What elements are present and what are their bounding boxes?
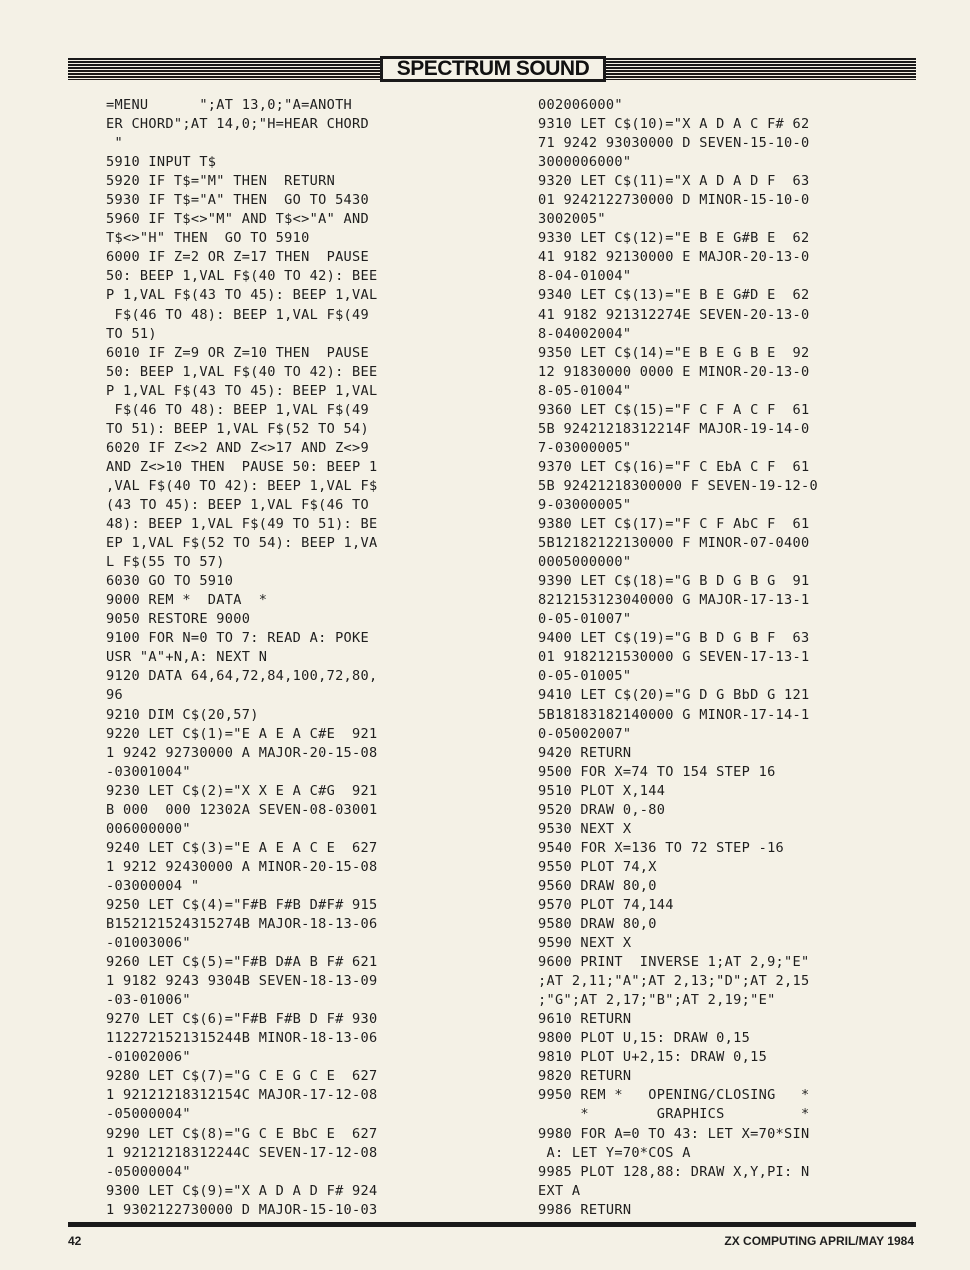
code-line: 0-05002007" [538,725,632,742]
listing-left-column [106,96,378,1220]
code-line: 48): BEEP 1,VAL F$(49 TO 51): BE [106,516,378,533]
code-line: 1 92121218312154C MAJOR-17-12-08 [106,1087,378,1104]
code-line: 9820 RETURN [538,1068,632,1085]
code-line: 9950 REM * OPENING/CLOSING * [538,1087,810,1104]
code-line: 9580 DRAW 80,0 [538,916,657,933]
code-line: 7-03000005" [538,439,632,456]
code-line: 9520 DRAW 0,-80 [538,801,666,818]
code-line: 0-05-01007" [538,611,632,628]
code-line: -05000004" [106,1106,191,1123]
code-line: F$(46 TO 48): BEEP 1,VAL F$(49 [106,401,370,418]
code-line: P 1,VAL F$(43 TO 45): BEEP 1,VAL [106,382,378,399]
code-line: USR "A"+N,A: NEXT N [106,649,268,666]
code-line: 5B 92421218300000 F SEVEN-19-12-0 [538,477,818,494]
code-line: 8212153123040000 G MAJOR-17-13-1 [538,592,810,609]
code-line: 6030 GO TO 5910 [106,573,234,590]
code-line: 1122721521315244B MINOR-18-13-06 [106,1030,378,1047]
code-line: L F$(55 TO 57) [106,554,225,571]
code-line: 3000006000" [538,154,632,171]
code-line: A: LET Y=70*COS A [538,1144,691,1161]
code-line: 9250 LET C$(4)="F#B F#B D#F# 915 [106,896,378,913]
code-line: ,VAL F$(40 TO 42): BEEP 1,VAL F$ [106,477,378,494]
code-line: -03-01006" [106,992,191,1009]
code-line: 6010 IF Z=9 OR Z=10 THEN PAUSE [106,344,370,361]
code-line: ;AT 2,11;"A";AT 2,13;"D";AT 2,15 [538,973,810,990]
code-line: 9540 FOR X=136 TO 72 STEP -16 [538,839,785,856]
code-line: 1 9302122730000 D MAJOR-15-10-03 [106,1201,378,1218]
code-line: 9120 DATA 64,64,72,84,100,72,80, [106,668,378,685]
code-line: 9230 LET C$(2)="X X E A C#G 921 [106,782,378,799]
code-line: 9590 NEXT X [538,935,632,952]
code-line: 9-03000005" [538,496,632,513]
code-line: 9320 LET C$(11)="X A D A D F 63 [538,173,810,190]
code-line: -01003006" [106,935,191,952]
code-line: 9400 LET C$(19)="G B D G B F 63 [538,630,810,647]
code-line: 9240 LET C$(3)="E A E A C E 627 [106,839,378,856]
code-line: 8-05-01004" [538,382,632,399]
code-line: EP 1,VAL F$(52 TO 54): BEEP 1,VA [106,535,378,552]
code-line: 50: BEEP 1,VAL F$(40 TO 42): BEE [106,268,378,285]
code-line: ;"G";AT 2,17;"B";AT 2,19;"E" [538,992,776,1009]
code-line: 12 91830000 0000 E MINOR-20-13-0 [538,363,810,380]
code-line: 5B12182122130000 F MINOR-07-0400 [538,535,810,552]
code-line: 9100 FOR N=0 TO 7: READ A: POKE [106,630,370,647]
code-line: 002006000" [538,97,623,113]
code-line: 1 9212 92430000 A MINOR-20-15-08 [106,858,378,875]
code-line: 3002005" [538,211,606,228]
page-number: 42 [68,1234,82,1248]
code-line: 8-04-01004" [538,268,632,285]
code-line: 9210 DIM C$(20,57) [106,706,259,723]
code-line: 9330 LET C$(12)="E B E G#B E 62 [538,230,810,247]
code-line: 96 [106,687,123,704]
code-line: 9260 LET C$(5)="F#B D#A B F# 621 [106,954,378,971]
code-line: 9220 LET C$(1)="E A E A C#E 921 [106,725,378,742]
code-line: TO 51): BEEP 1,VAL F$(52 TO 54) [106,420,370,437]
code-line: 9985 PLOT 128,88: DRAW X,Y,PI: N [538,1163,810,1180]
code-line: -05000004" [106,1163,191,1180]
code-line: 9360 LET C$(15)="F C F A C F 61 [538,401,810,418]
code-line: * GRAPHICS * [538,1106,810,1123]
code-line: 5B 92421218312214F MAJOR-19-14-0 [538,420,810,437]
code-line: 9610 RETURN [538,1011,632,1028]
magazine-issue: ZX COMPUTING APRIL/MAY 1984 [724,1234,914,1248]
code-line: 9510 PLOT X,144 [538,782,666,799]
code-line: =MENU ";AT 13,0;"A=ANOTH [106,97,353,113]
code-line: 41 9182 921312274E SEVEN-20-13-0 [538,306,810,323]
code-line: 1 92121218312244C SEVEN-17-12-08 [106,1144,378,1161]
code-line: 50: BEEP 1,VAL F$(40 TO 42): BEE [106,363,378,380]
section-title-box [380,56,606,82]
code-line: 6000 IF Z=2 OR Z=17 THEN PAUSE [106,249,370,266]
code-line: F$(46 TO 48): BEEP 1,VAL F$(49 [106,306,370,323]
code-line: 01 9242122730000 D MINOR-15-10-0 [538,192,810,209]
code-line: 9570 PLOT 74,144 [538,896,674,913]
code-line: TO 51) [106,325,157,342]
code-line: 9290 LET C$(8)="G C E BbC E 627 [106,1125,378,1142]
code-line: 9280 LET C$(7)="G C E G C E 627 [106,1068,378,1085]
code-line: B152121524315274B MAJOR-18-13-06 [106,916,378,933]
code-line: 1 9242 92730000 A MAJOR-20-15-08 [106,744,378,761]
code-line: 9810 PLOT U+2,15: DRAW 0,15 [538,1049,768,1066]
code-line: 9310 LET C$(10)="X A D A C F# 62 [538,116,810,133]
code-line: 9600 PRINT INVERSE 1;AT 2,9;"E" [538,954,810,971]
code-line: B 000 000 12302A SEVEN-08-03001 [106,801,378,818]
code-line: 9560 DRAW 80,0 [538,877,657,894]
code-line: 9390 LET C$(18)="G B D G B G 91 [538,573,810,590]
code-line: P 1,VAL F$(43 TO 45): BEEP 1,VAL [106,287,378,304]
code-line: 9380 LET C$(17)="F C F AbC F 61 [538,516,810,533]
code-line: 8-04002004" [538,325,632,342]
code-line: 9270 LET C$(6)="F#B F#B D F# 930 [106,1011,378,1028]
code-line: 9370 LET C$(16)="F C EbA C F 61 [538,458,810,475]
code-line: 9980 FOR A=0 TO 43: LET X=70*SIN [538,1125,810,1142]
code-line: 9420 RETURN [538,744,632,761]
section-title: SPECTRUM SOUND [396,57,590,80]
code-line: 5920 IF T$="M" THEN RETURN [106,173,336,190]
code-line: (43 TO 45): BEEP 1,VAL F$(46 TO [106,496,370,513]
code-line: 9530 NEXT X [538,820,632,837]
code-line: 5B18183182140000 G MINOR-17-14-1 [538,706,810,723]
code-line: 0-05-01005" [538,668,632,685]
code-line: 9350 LET C$(14)="E B E G B E 92 [538,344,810,361]
code-line: 9000 REM * DATA * [106,592,268,609]
code-line: ER CHORD";AT 14,0;"H=HEAR CHORD [106,116,370,133]
code-line: 9050 RESTORE 9000 [106,611,251,628]
listing-right-column [538,96,818,1220]
code-line: -01002006" [106,1049,191,1066]
code-line: 5930 IF T$="A" THEN GO TO 5430 [106,192,370,209]
code-line: 1 9182 9243 9304B SEVEN-18-13-09 [106,973,378,990]
code-line: 9340 LET C$(13)="E B E G#D E 62 [538,287,810,304]
code-line: 71 9242 93030000 D SEVEN-15-10-0 [538,135,810,152]
code-line: 01 9182121530000 G SEVEN-17-13-1 [538,649,810,666]
code-line: 6020 IF Z<>2 AND Z<>17 AND Z<>9 [106,439,370,456]
code-line: 41 9182 92130000 E MAJOR-20-13-0 [538,249,810,266]
code-line: -03000004 " [106,877,200,894]
code-line: T$<>"H" THEN GO TO 5910 [106,230,310,247]
code-line: -03001004" [106,763,191,780]
code-line: 9550 PLOT 74,X [538,858,657,875]
code-line: 006000000" [106,820,191,837]
code-line: EXT A [538,1182,581,1199]
code-line: 0005000000" [538,554,632,571]
code-line: 9986 RETURN [538,1201,632,1218]
code-line: 5960 IF T$<>"M" AND T$<>"A" AND [106,211,370,228]
code-line: 9800 PLOT U,15: DRAW 0,15 [538,1030,751,1047]
code-line: 5910 INPUT T$ [106,154,217,171]
code-line: 9410 LET C$(20)="G D G BbD G 121 [538,687,810,704]
code-line: 9500 FOR X=74 TO 154 STEP 16 [538,763,776,780]
code-line: " [106,135,123,152]
footer-rule [68,1222,916,1227]
code-line: 9300 LET C$(9)="X A D A D F# 924 [106,1182,378,1199]
code-line: AND Z<>10 THEN PAUSE 50: BEEP 1 [106,458,378,475]
